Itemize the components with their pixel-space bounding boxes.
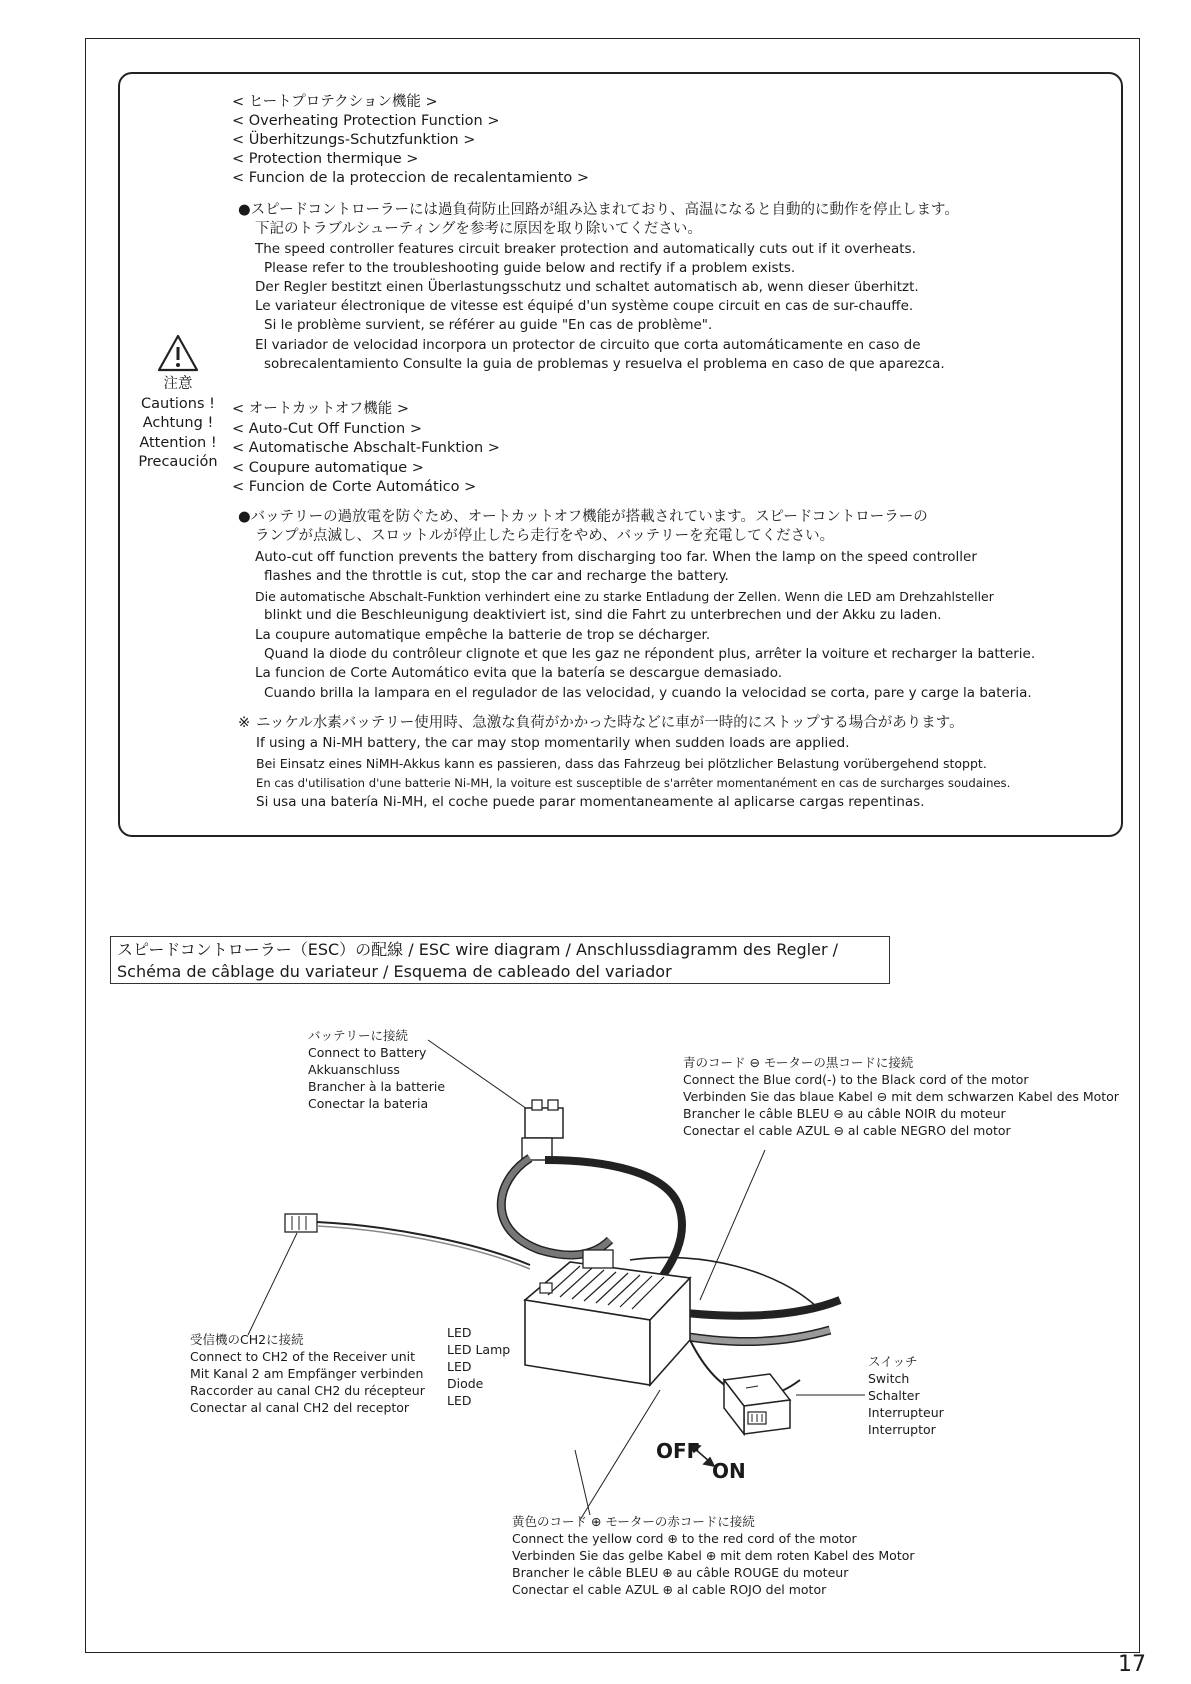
- page-number: 17: [1118, 1652, 1146, 1677]
- autocut-line: ランプが点滅し、スロットルが停止したら走行をやめ、バッテリーを充電してください。: [255, 528, 835, 544]
- autocut-heading-de: < Automatische Abschalt-Funktion >: [232, 440, 500, 456]
- note-line: En cas d'utilisation d'une batterie Ni-MH, la voiture est susceptible de s'arrêter momentanément en cas de surcharges soudaines.: [256, 776, 1011, 790]
- caution-label-de: Achtung !: [142, 415, 214, 431]
- overheat-line: ●スピードコントローラーには過負荷防止回路が組み込まれており、高温になると自動的に動作を停止します。: [238, 202, 959, 218]
- overheat-line: Der Regler bestitzt einen Überlastungsschutz und schaltet automatisch ab, wenn dieser überhitzt.: [255, 279, 919, 295]
- overheat-heading-jp: < ヒートプロテクション機能 >: [232, 94, 438, 110]
- battery-label-de: Akkuanschluss: [308, 1062, 400, 1077]
- overheat-line: 下記のトラブルシューティングを参考に原因を取り除いてください。: [255, 221, 702, 237]
- receiver-label-de: Mit Kanal 2 am Empfänger verbinden: [190, 1366, 424, 1381]
- on-label: ON: [712, 1459, 746, 1483]
- autocut-heading-en: < Auto-Cut Off Function >: [232, 421, 422, 437]
- note-line: Si usa una batería Ni-MH, el coche puede parar momentaneamente al aplicarse cargas repentinas.: [256, 794, 925, 810]
- battery-connector: [522, 1100, 563, 1160]
- blue-label-de: Verbinden Sie das blaue Kabel ⊖ mit dem schwarzen Kabel des Motor: [683, 1089, 1119, 1104]
- receiver-plug: [285, 1214, 530, 1269]
- yellow-label-jp: 黄色のコード ⊕ モーターの赤コードに接続: [512, 1514, 755, 1529]
- diagram-title-line-1: スピードコントローラー（ESC）の配線 / ESC wire diagram / Anschlussdiagramm des Regler /: [117, 940, 839, 959]
- receiver-label-en: Connect to CH2 of the Receiver unit: [190, 1349, 416, 1364]
- overheat-line: Le variateur électronique de vitesse est équipé d'un système coupe circuit en cas de sur-chauffe.: [255, 298, 914, 314]
- autocut-line: La funcion de Corte Automático evita que la batería se descargue demasiado.: [255, 665, 783, 681]
- caution-label-fr: Attention !: [139, 434, 217, 451]
- note-line: Bei Einsatz eines NiMH-Akkus kann es passieren, dass das Fahrzeug bei plötzlicher Belastung vorübergehend stoppt.: [256, 756, 987, 771]
- autocut-line: Cuando brilla la lampara en el regulador de las velocidad, y cuando la velocidad se corta, pare y carge la bateria.: [264, 685, 1032, 701]
- overheat-line: sobrecalentamiento Consulte la guia de problemas y resuelva el problema en caso de que aparezca.: [264, 356, 945, 372]
- autocut-heading-fr: < Coupure automatique >: [232, 460, 424, 476]
- autocut-heading-es: < Funcion de Corte Automático >: [232, 479, 477, 495]
- caution-label-jp: 注意: [163, 376, 193, 392]
- yellow-label-en: Connect the yellow cord ⊕ to the red cord of the motor: [512, 1531, 857, 1546]
- switch-label-jp: スイッチ: [868, 1354, 918, 1369]
- receiver-label-jp: 受信機のCH2に接続: [190, 1332, 304, 1347]
- overheat-line: Si le problème survient, se référer au guide "En cas de problème".: [264, 317, 713, 333]
- led-label-es: LED: [447, 1393, 472, 1408]
- switch-label-en: Switch: [868, 1371, 910, 1386]
- battery-label-es: Conectar la bateria: [308, 1096, 429, 1111]
- led-label-jp: LED: [447, 1325, 472, 1340]
- battery-label-en: Connect to Battery: [308, 1045, 427, 1060]
- autocut-line: La coupure automatique empêche la batterie de trop se décharger.: [255, 627, 711, 643]
- autocut-line: Die automatische Abschalt-Funktion verhindert eine zu starke Entladung der Zellen. Wenn die LED am Drehzahlsteller: [255, 589, 994, 604]
- yellow-label-es: Conectar el cable AZUL ⊕ al cable ROJO del motor: [512, 1582, 827, 1597]
- off-label: OFF: [656, 1439, 701, 1463]
- note-line: ニッケル水素バッテリー使用時、急激な負荷がかかった時などに車が一時的にストップする場合があります。: [256, 715, 964, 731]
- blue-label-es: Conectar el cable AZUL ⊖ al cable NEGRO del motor: [683, 1123, 1011, 1138]
- autocut-line: flashes and the throttle is cut, stop the car and recharge the battery.: [264, 568, 729, 584]
- overheat-line: Please refer to the troubleshooting guide below and rectify if a problem exists.: [264, 260, 796, 276]
- autocut-line: blinkt und die Beschleunigung deaktiviert ist, sind die Fahrt zu unterbrechen und der Akku zu laden.: [264, 607, 942, 623]
- autocut-heading-jp: < オートカットオフ機能 >: [232, 401, 410, 417]
- autocut-line: Auto-cut off function prevents the battery from discharging too far. When the lamp on the speed controller: [255, 549, 977, 565]
- switch-label-fr: Interrupteur: [868, 1405, 944, 1420]
- yellow-label-de: Verbinden Sie das gelbe Kabel ⊕ mit dem roten Kabel des Motor: [512, 1548, 915, 1563]
- overheat-line: El variador de velocidad incorpora un protector de circuito que corta automáticamente en caso de: [255, 337, 921, 353]
- autocut-line: ●バッテリーの過放電を防ぐため、オートカットオフ機能が搭載されています。スピードコントローラーの: [238, 509, 928, 525]
- battery-label-fr: Brancher à la batterie: [308, 1079, 446, 1094]
- blue-label-en: Connect the Blue cord(-) to the Black cord of the motor: [683, 1072, 1029, 1087]
- caution-label-en: Cautions !: [141, 395, 215, 412]
- yellow-label-fr: Brancher le câble BLEU ⊕ au câble ROUGE du moteur: [512, 1565, 849, 1580]
- diagram-title-line-2: Schéma de câblage du variateur / Esquema de cableado del variador: [117, 962, 672, 981]
- overheat-heading-de: < Überhitzungs-Schutzfunktion >: [232, 132, 476, 148]
- receiver-label-es: Conectar al canal CH2 del receptor: [190, 1400, 410, 1415]
- note-mark: ※: [238, 715, 251, 731]
- led-label-fr: Diode: [447, 1376, 484, 1391]
- overheat-line: The speed controller features circuit breaker protection and automatically cuts out if it overheats.: [255, 241, 916, 257]
- overheat-heading-es: < Funcion de la proteccion de recalentamiento >: [232, 170, 590, 186]
- overheat-heading-en: < Overheating Protection Function >: [232, 113, 500, 129]
- note-line: If using a Ni-MH battery, the car may stop momentarily when sudden loads are applied.: [256, 735, 850, 751]
- switch-label-de: Schalter: [868, 1388, 920, 1403]
- overheat-heading-fr: < Protection thermique >: [232, 151, 419, 167]
- autocut-line: Quand la diode du contrôleur clignote et que les gaz ne répondent plus, arrêter la voiture et recharger la batterie.: [264, 646, 1036, 662]
- receiver-label-fr: Raccorder au canal CH2 du récepteur: [190, 1383, 425, 1398]
- switch-label-es: Interruptor: [868, 1422, 936, 1437]
- caution-label-es: Precaución: [138, 454, 218, 470]
- switch-module: [724, 1374, 790, 1434]
- blue-label-jp: 青のコード ⊖ モーターの黒コードに接続: [683, 1055, 914, 1070]
- battery-label-jp: バッテリーに接続: [308, 1028, 409, 1043]
- led-label-de: LED: [447, 1359, 472, 1374]
- led-label-en: LED Lamp: [447, 1342, 511, 1357]
- blue-label-fr: Brancher le câble BLEU ⊖ au câble NOIR du moteur: [683, 1106, 1006, 1121]
